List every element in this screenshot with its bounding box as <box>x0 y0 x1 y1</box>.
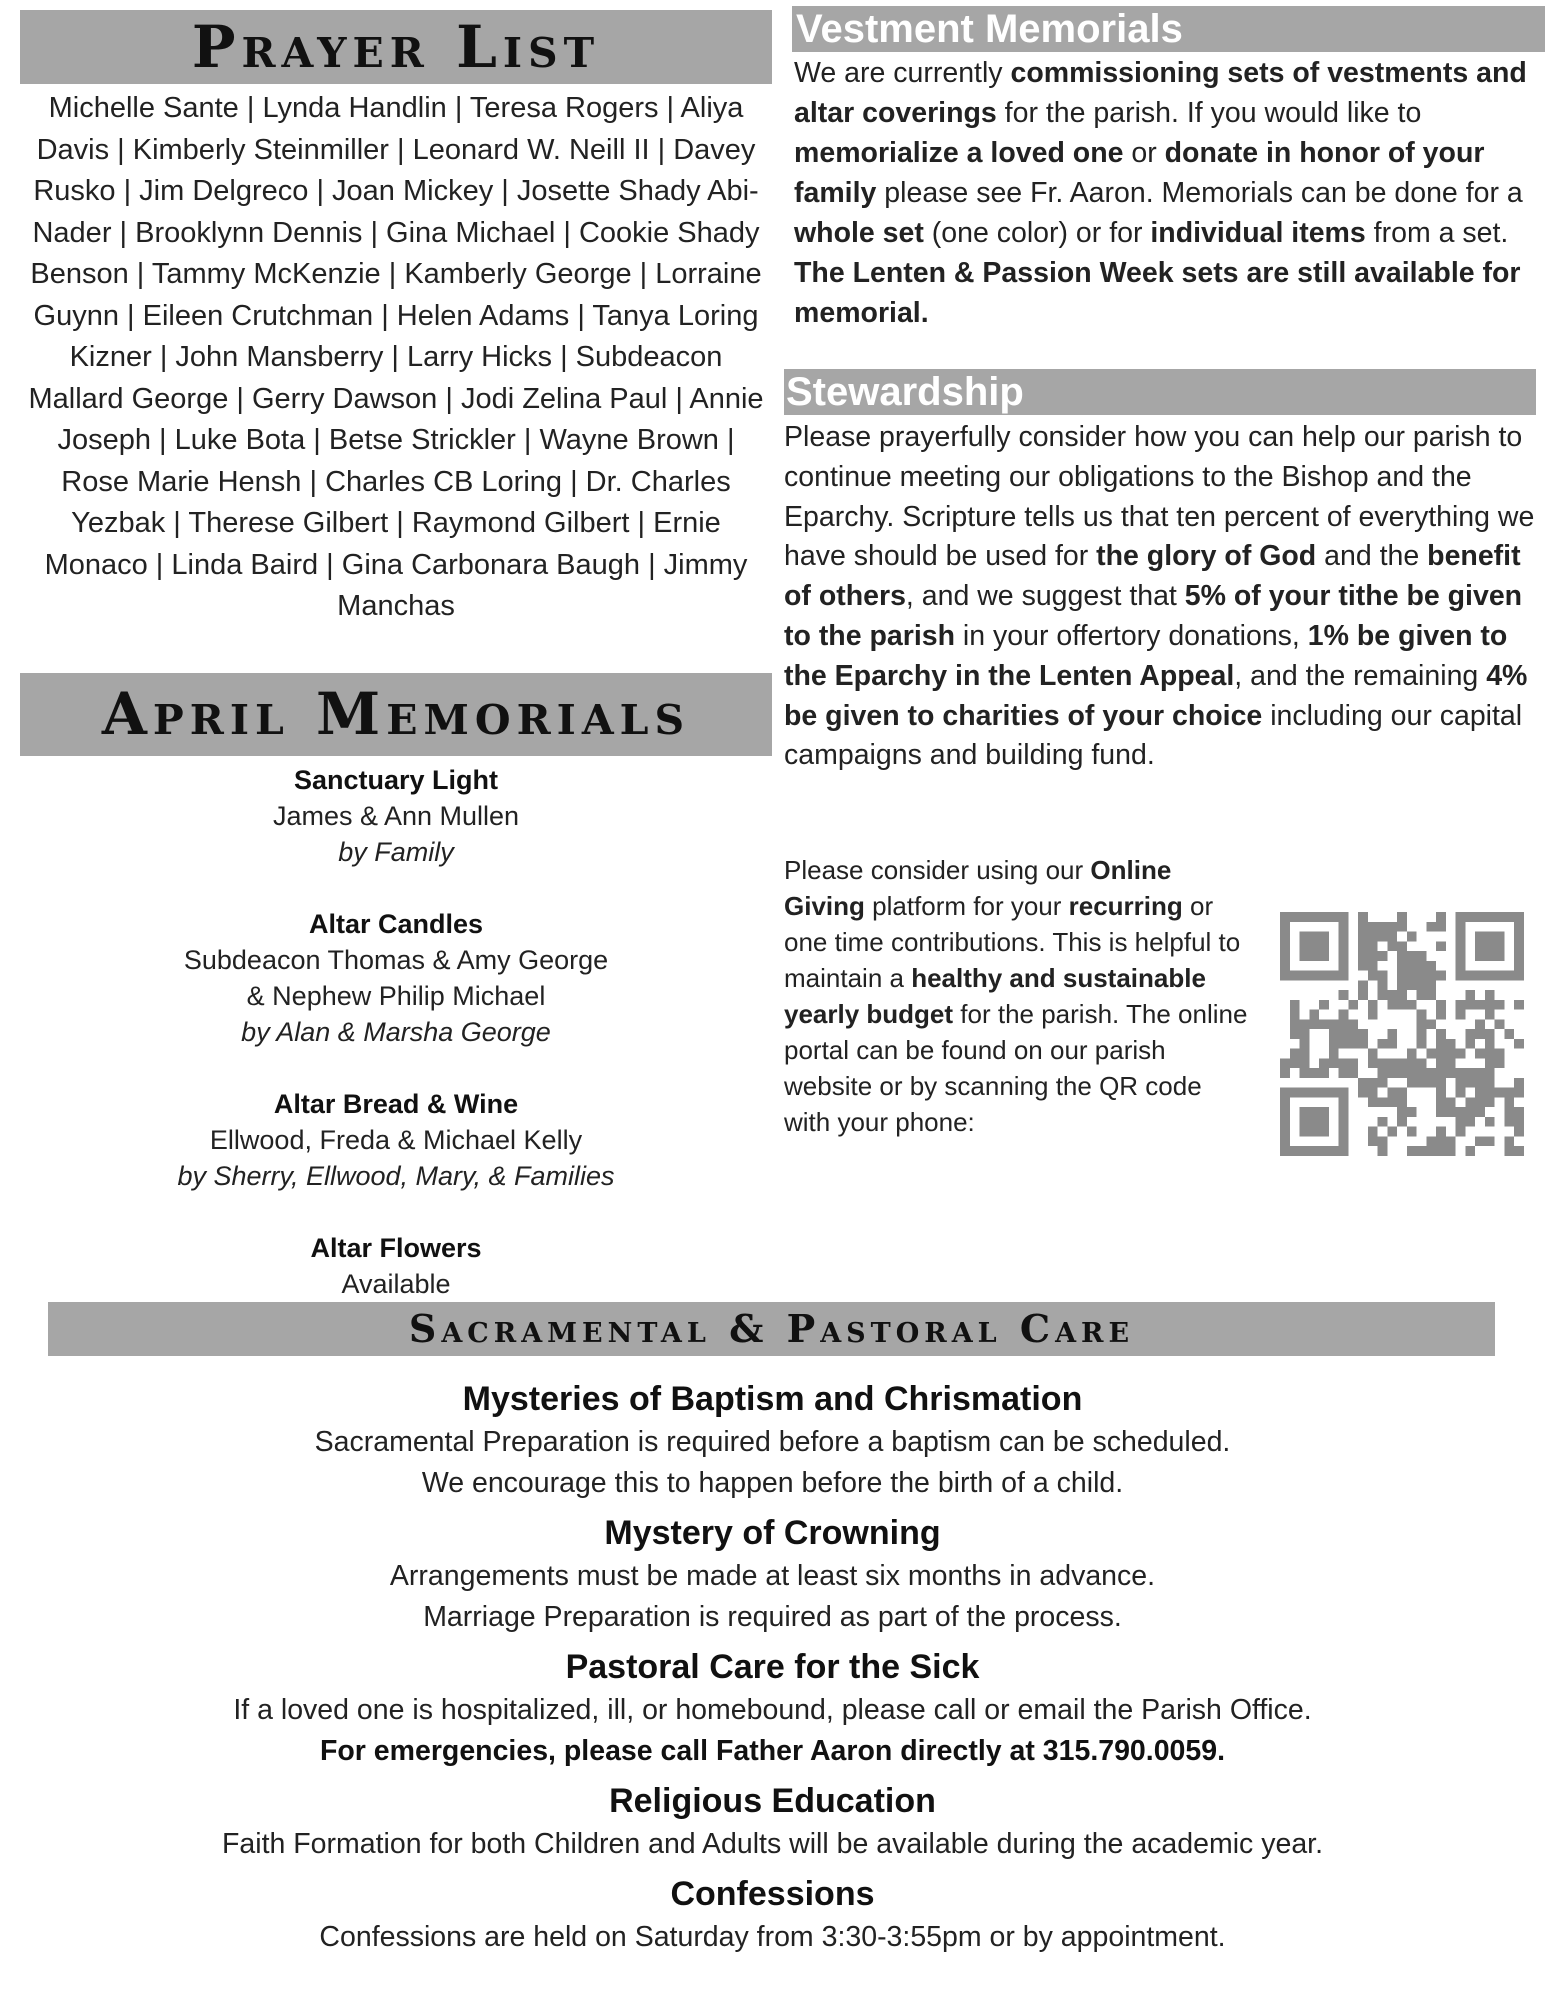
section-line: Faith Formation for both Children and Adults will be available during the academic year. <box>221 1828 1324 1860</box>
bold-run: memorialize a loved one <box>794 137 1124 169</box>
bold-run: 4% be given to charities of your choice <box>784 659 1528 732</box>
qr-code-icon[interactable] <box>1280 912 1524 1156</box>
memorial-donor: by Family <box>338 837 454 867</box>
bold-run: 5% of your tithe be given to the parish <box>784 580 1523 652</box>
text-run: for the parish. The online portal can be found on our parish website or by scanning the QR code with your phone: <box>784 999 1248 1137</box>
sacramental-section <box>0 1871 1545 1958</box>
text-run: Please prayerfully consider how you can help our parish to continue meeting our obligations to the Bishop and the Eparchy. Scripture tells us that ten percent of everything we have should be used for <box>784 421 1535 573</box>
memorial-item <box>20 762 772 870</box>
vestment-memorials-text <box>794 53 1534 333</box>
stewardship-text <box>784 418 1536 776</box>
memorials-list <box>20 762 772 1338</box>
memorial-item <box>20 1086 772 1194</box>
bold-run: the glory of God <box>1096 540 1317 573</box>
section-line: Confessions are held on Saturday from 3:30-3:55pm or by appointment. <box>319 1921 1226 1953</box>
vestment-memorials-title: Vestment Memorials <box>796 7 1183 51</box>
online-giving-text <box>784 852 1254 1140</box>
bold-run: donate in honor of your family <box>794 137 1485 209</box>
text-run: or one time contributions. This is helpful to maintain a <box>784 891 1241 993</box>
prayer-list-names: Michelle Sante | Lynda Handlin | Teresa Rogers | Aliya Davis | Kimberly Steinmiller | Leonard W. Neill II | Davey Rusko | Jim Delgreco | Joan Mickey | Josette Shady Abi-Nader | Brooklynn Dennis | Gina Michael | Cookie Shady Benson | Tammy McKenzie | Kamberly George | Lorraine Guynn | Eileen Crutchman | Helen Adams | Tanya Loring Kizner | John Mansberry | Larry Hicks | Subdeacon Mallard George | Gerry Dawson | Jodi Zelina Paul | Annie Joseph | Luke Bota | Betse Strickler | Wayne Brown | Rose Marie Hensh | Charles CB Loring | Dr. Charles Yezbak | Therese Gilbert | Raymond Gilbert | Ernie Monaco | Linda Baird | Gina Carbonara Baugh | Jimmy Manchas <box>28 92 764 622</box>
text-run: or <box>1123 137 1165 169</box>
text-run: including our capital campaigns and building fund. <box>784 699 1523 772</box>
section-line: Arrangements must be made at least six months in advance. <box>389 1560 1156 1592</box>
memorial-names: & Nephew Philip Michael <box>246 981 546 1011</box>
memorial-heading: Altar Flowers <box>310 1233 482 1263</box>
sacramental-title: Sacramental & Pastoral Care <box>408 1306 1135 1351</box>
stewardship-title: Stewardship <box>786 370 1024 414</box>
text-run: from a set. <box>1365 217 1509 249</box>
bold-run: The Lenten & Passion Week sets are still available for memorial. <box>794 257 1521 329</box>
sacramental-section <box>0 1376 1545 1504</box>
section-line: If a loved one is hospitalized, ill, or homebound, please call or email the Parish Office. <box>233 1694 1312 1726</box>
section-heading: Mystery of Crowning <box>604 1514 941 1552</box>
text-run: for the parish. If you would like to <box>996 97 1422 129</box>
memorial-donor: by Sherry, Ellwood, Mary, & Families <box>177 1161 615 1191</box>
bold-run: individual items <box>1150 217 1366 249</box>
memorial-names: Ellwood, Freda & Michael Kelly <box>209 1125 583 1155</box>
memorial-donor: by Alan & Marsha George <box>241 1017 551 1047</box>
section-line: Marriage Preparation is required as part of the process. <box>423 1601 1122 1633</box>
bold-run: commissioning sets of vestments and altar coverings <box>794 57 1527 129</box>
memorial-names: Subdeacon Thomas & Amy George <box>183 945 609 975</box>
bold-run: whole set <box>794 217 924 249</box>
bold-run: recurring <box>1068 891 1183 921</box>
text-run: , and we suggest that <box>905 580 1185 613</box>
stewardship-header <box>784 369 1536 415</box>
vestment-memorials-header <box>792 6 1545 52</box>
april-memorials-title: April Memorials <box>101 680 691 748</box>
bold-run: benefit of others <box>784 540 1521 613</box>
section-heading: Mysteries of Baptism and Chrismation <box>462 1380 1083 1418</box>
memorial-heading: Altar Bread & Wine <box>273 1089 519 1119</box>
text-run: Please consider using our <box>784 855 1091 885</box>
sacramental-section <box>0 1510 1545 1638</box>
memorial-names: Available <box>341 1269 451 1299</box>
sacramental-header <box>48 1302 1495 1356</box>
section-heading: Confessions <box>670 1875 875 1913</box>
bold-run: Online Giving <box>784 855 1172 921</box>
emergency-contact-line: For emergencies, please call Father Aaron directly at 315.790.0059. <box>319 1735 1226 1767</box>
memorial-heading: Altar Candles <box>308 909 484 939</box>
text-run: We are currently <box>794 57 1011 89</box>
sacramental-sections <box>0 1376 1545 1958</box>
text-run: and the <box>1316 540 1428 573</box>
sacramental-section <box>0 1644 1545 1772</box>
prayer-list-header <box>20 10 772 84</box>
memorial-names: James & Ann Mullen <box>272 801 520 831</box>
memorial-item <box>20 1230 772 1302</box>
memorial-item <box>20 906 772 1050</box>
text-run: please see Fr. Aaron. Memorials can be done for a <box>876 177 1523 209</box>
bold-run: 1% be given to the Eparchy in the Lenten Appeal <box>784 619 1508 692</box>
prayer-list-title: Prayer List <box>191 13 601 81</box>
memorial-heading: Sanctuary Light <box>293 765 499 795</box>
section-line: Sacramental Preparation is required before a baptism can be scheduled. <box>314 1426 1231 1458</box>
section-line: We encourage this to happen before the birth of a child. <box>421 1467 1124 1499</box>
section-heading: Religious Education <box>609 1782 936 1820</box>
text-run: , and the remaining <box>1234 659 1487 692</box>
text-run: in your offertory donations, <box>955 619 1308 652</box>
april-memorials-header <box>20 673 772 756</box>
sacramental-section <box>0 1778 1545 1865</box>
text-run: platform for your <box>864 891 1069 921</box>
section-heading: Pastoral Care for the Sick <box>565 1648 980 1686</box>
text-run: (one color) or for <box>923 217 1151 249</box>
bold-run: healthy and sustainable yearly budget <box>784 963 1206 1029</box>
